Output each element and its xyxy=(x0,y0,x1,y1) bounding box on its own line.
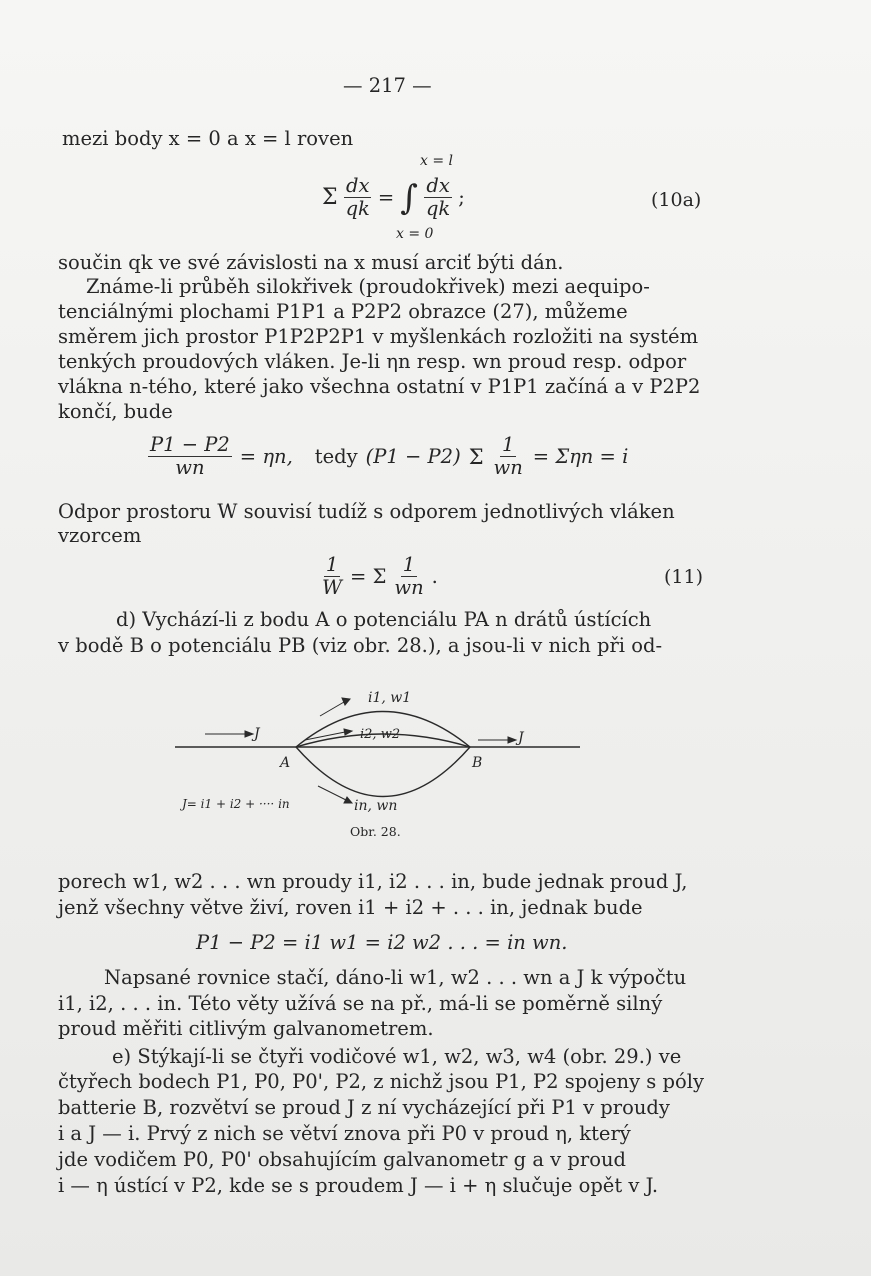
period: . xyxy=(431,564,438,588)
word-tedy: tedy xyxy=(314,444,358,468)
fraction-wn: wn xyxy=(493,456,523,479)
fraction-one-lhs: 1 xyxy=(325,553,339,576)
fraction-W: W xyxy=(322,576,343,599)
fraction-integrand xyxy=(424,175,452,220)
equation-current-per-filament xyxy=(148,434,628,479)
figure-28 xyxy=(160,676,600,846)
branch-wire-n xyxy=(296,747,470,797)
text-line-8: končí, bude xyxy=(58,400,173,423)
integral-sign: ∫ xyxy=(400,177,418,218)
potential-difference: P1 − P2 xyxy=(150,433,230,456)
equation-number-11: (11) xyxy=(664,566,704,588)
fraction-dx-qk xyxy=(344,175,372,220)
text-line-14: jenž všechny větve živí, roven i1 + i2 + . . . in, jednak bude xyxy=(58,896,643,919)
text-line-7: vlákna n-tého, které jako všechna ostatní v P1P1 začíná a v P2P2 xyxy=(58,375,701,398)
equals-sigma: = Σ xyxy=(350,564,387,588)
sum-upper-limit: x = l xyxy=(420,153,454,169)
equation-number-10a: (10a) xyxy=(651,189,702,211)
text-line-22: jde vodičem P0, P0' obsahujícím galvanometr g a v proud xyxy=(58,1148,626,1171)
text-line-20: batterie B, rozvětví se proud J z ní vycházející při P1 v proudy xyxy=(58,1096,670,1119)
arrow-j-out-head xyxy=(508,737,516,743)
integrand-denominator: qk xyxy=(425,197,451,220)
sum-equals-i: = Σηn = i xyxy=(532,444,629,468)
label-in-wn: in, wn xyxy=(354,798,398,814)
parenthesized-difference: (P1 − P2) xyxy=(365,444,461,468)
text-line-21: i a J — i. Prvý z nich se větví znova při P0 v proud η, který xyxy=(58,1122,631,1145)
equation-branch-potentials: P1 − P2 = i1 w1 = i2 w2 . . . = in wn. xyxy=(196,931,568,954)
node-A: A xyxy=(280,755,291,771)
semicolon: ; xyxy=(458,185,465,209)
arrow-branch-2-head xyxy=(344,729,352,735)
text-line-10: vzorcem xyxy=(58,524,142,547)
text-line-18: e) Stýkají-li se čtyři vodičové w1, w2, w3, w4 (obr. 29.) ve xyxy=(112,1045,682,1068)
equals-eta: = ηn, xyxy=(239,444,293,468)
equation-10a-body xyxy=(322,175,465,220)
equation-11 xyxy=(320,554,438,599)
fraction-one-over-W xyxy=(320,554,344,599)
figure-caption: Obr. 28. xyxy=(350,824,401,839)
text-line-23: i — η ústící v P2, kde se s proudem J — i + η slučuje opět v J. xyxy=(58,1174,659,1197)
text-line-4: tenciálnými plochami P1P1 a P2P2 obrazce (27), můžeme xyxy=(58,300,628,323)
equals-sign: = xyxy=(377,185,395,209)
text-line-5: směrem jich prostor P1P2P2P1 v myšlenkách rozložiti na systém xyxy=(58,325,699,348)
label-current-sum: J= i1 + i2 + ···· in xyxy=(182,797,290,811)
sigma-sign: Σ xyxy=(322,184,338,210)
text-line-1: mezi body x = 0 a x = l roven xyxy=(62,127,354,150)
text-line-6: tenkých proudových vláken. Je-li ηn resp. wn proud resp. odpor xyxy=(58,350,687,373)
filament-resistance: wn xyxy=(175,456,205,479)
label-j-right: J xyxy=(518,730,524,746)
fraction-potential-difference xyxy=(148,434,232,479)
text-line-15: Napsané rovnice stačí, dáno-li w1, w2 . . . wn a J k výpočtu xyxy=(104,966,687,989)
arrow-j-in-head xyxy=(245,731,253,737)
label-j-left: J xyxy=(254,726,260,742)
text-line-9: Odpor prostoru W souvisí tudíž s odporem jednotlivých vláken xyxy=(58,500,675,523)
text-line-13: porech w1, w2 . . . wn proudy i1, i2 . . . in, bude jednak proud J, xyxy=(58,870,688,893)
text-line-17: proud měřiti citlivým galvanometrem. xyxy=(58,1017,434,1040)
fraction-one-over-wn-2 xyxy=(392,554,425,599)
arrow-branch-n-head xyxy=(344,797,352,803)
fraction-one-rhs: 1 xyxy=(402,553,416,576)
fraction-numerator: dx xyxy=(345,174,370,197)
fraction-denominator: qk xyxy=(345,197,370,220)
label-i1-w1: i1, w1 xyxy=(368,690,412,706)
page-number: — 217 — xyxy=(343,74,432,97)
sum-lower-limit: x = 0 xyxy=(396,226,434,242)
integrand-numerator: dx xyxy=(426,174,450,197)
label-i2-w2: i2, w2 xyxy=(360,727,401,742)
text-line-3: Známe-li průběh silokřivek (proudokřivek) mezi aequipo- xyxy=(86,275,650,298)
fraction-one: 1 xyxy=(501,433,515,456)
text-line-19: čtyřech bodech P1, P0, P0', P2, z nichž jsou P1, P2 spojeny s póly xyxy=(58,1070,704,1093)
arrow-branch-1-head xyxy=(342,698,350,705)
text-line-2: součin qk ve své závislosti na x musí arciť býti dán. xyxy=(58,251,564,274)
arrow-branch-n xyxy=(318,786,346,800)
text-line-11: d) Vychází-li z bodu A o potenciálu PA n drátů ústících xyxy=(116,608,652,631)
text-line-12: v bodě B o potenciálu PB (viz obr. 28.), a jsou-li v nich při od- xyxy=(58,634,663,657)
text-line-16: i1, i2, . . . in. Této věty užívá se na př., má-li se poměrně silný xyxy=(58,992,663,1015)
arrow-branch-1 xyxy=(320,702,344,716)
node-B: B xyxy=(472,755,483,771)
fraction-one-over-wn xyxy=(492,434,525,479)
fraction-wn-2: wn xyxy=(394,576,424,599)
sigma-sign-2: Σ xyxy=(468,444,484,469)
